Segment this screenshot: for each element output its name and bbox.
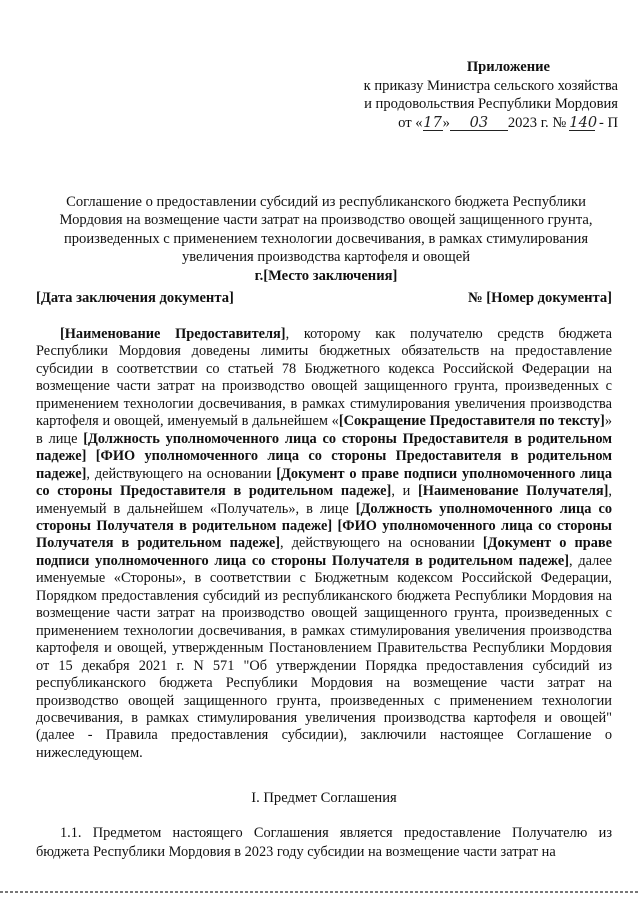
bold-placeholder: [Наименование Получателя] [418, 483, 609, 500]
date-prefix: от « [398, 114, 423, 131]
agreement-title [40, 193, 612, 285]
page-cut-divider [0, 891, 640, 893]
handwritten-number: 140 [569, 113, 598, 131]
title-line: Соглашение о предоставлении субсидий из республиканского бюджета Республики [66, 194, 586, 210]
bold-placeholder: [Должность уполномоченного лица со стороны Получателя в родительном падеже] [36, 500, 612, 534]
text-run: , действующего на основании [86, 465, 277, 482]
conclusion-date: [Дата заключения документа] [36, 290, 234, 306]
appendix-block [298, 58, 618, 132]
title-line: увеличения производства картофеля и овощей [181, 249, 471, 266]
appendix-line-2: и продовольствия Республики Мордовия [364, 96, 618, 112]
bold-placeholder: [Документ о праве подписи уполномоченного лица со стороны Получателя в родительном падеже] [36, 535, 613, 569]
clause-1-1: 1.1. Предметом настоящего Соглашения является предоставление Получателю из бюджета Республики Мордовия в 2023 году субсидии на возмещение части затрат на [36, 825, 612, 860]
title-line: Мордовия на возмещение части затрат на производство овощей защищенного грунта, [59, 212, 593, 229]
bold-placeholder: [ФИО уполномоченного лица со стороны Получателя в родительном падеже] [36, 517, 612, 552]
appendix-heading: Приложение [466, 59, 550, 75]
preamble-paragraph [36, 326, 612, 762]
title-line: произведенных с применением технологии досвечивания, в рамках стимулирования [63, 230, 589, 247]
bold-placeholder: [Наименование Предоставителя] [60, 326, 286, 342]
document-meta-line [36, 290, 612, 308]
number-suffix: - П [598, 114, 618, 131]
date-mid: » [442, 114, 450, 131]
appendix-date-line [298, 114, 618, 133]
handwritten-month: 03 [450, 116, 508, 131]
text-run: , далее именуемые «Стороны», в соответствии с Бюджетным кодексом Российской Федерации, Порядком предоставления субсидий из республиканского бюджета Республики Мордовия на возмещение части затрат на производство овощей защищенного грунта, произведенных с применением технологии досвечивания, в рамках стимулирования увеличения производства картофеля и овощей, утвержденным Постановлением Правительства Республики Мордовия от 15 декабря 2021 г. N 571 "Об утверждении Порядка предоставления субсидий из республиканского бюджета Республики Мордовия на возмещение части затрат на производство овощей защищенного грунта, произведенных с применением технологии досвечивания, в рамках стимулирования увеличения производства картофеля и овощей" (далее - Правила предоставления субсидии), заключили настоящее Соглашение о нижеследующем. [36, 552, 613, 761]
bold-placeholder: [Сокращение Предоставителя по тексту] [338, 413, 605, 430]
bold-placeholder: [Должность уполномоченного лица со стороны Предоставителя в родительном падеже] [36, 430, 612, 465]
text-run: , именуемый в дальнейшем «Получатель», в лице [36, 483, 612, 517]
text-run: , и [391, 483, 419, 500]
handwritten-day: 17 [423, 113, 442, 131]
text-run: , действующего на основании [280, 535, 483, 552]
appendix-line-1: к приказу Министра сельского хозяйства [363, 77, 618, 94]
section-heading: I. Предмет Соглашения [251, 790, 397, 806]
bold-placeholder: [Документ о праве подписи уполномоченного лица со стороны Предоставителя в родительном падеже] [36, 465, 612, 500]
text-run: , которому как получателю средств бюджета Республики Мордовия доведены лимиты бюджетных обязательств на предоставление субсидии в соответствии со статьей 78 Бюджетного кодекса Российской Федерации на возмещение части затрат на производство овощей защищенного грунта, произведенных с применением технологии досвечивания, в рамках стимулирования увеличения производства картофеля и овощей, именуемый в дальнейшем « [36, 326, 612, 430]
bold-placeholder: [ФИО уполномоченного лица со стороны Предоставителя в родительном падеже] [36, 448, 612, 482]
text-run [86, 448, 95, 464]
date-year: 2023 г. № [507, 114, 567, 131]
conclusion-place: г.[Место заключения] [254, 267, 398, 284]
document-number: № [Номер документа] [467, 290, 612, 306]
text-run: » в лице [36, 413, 613, 447]
